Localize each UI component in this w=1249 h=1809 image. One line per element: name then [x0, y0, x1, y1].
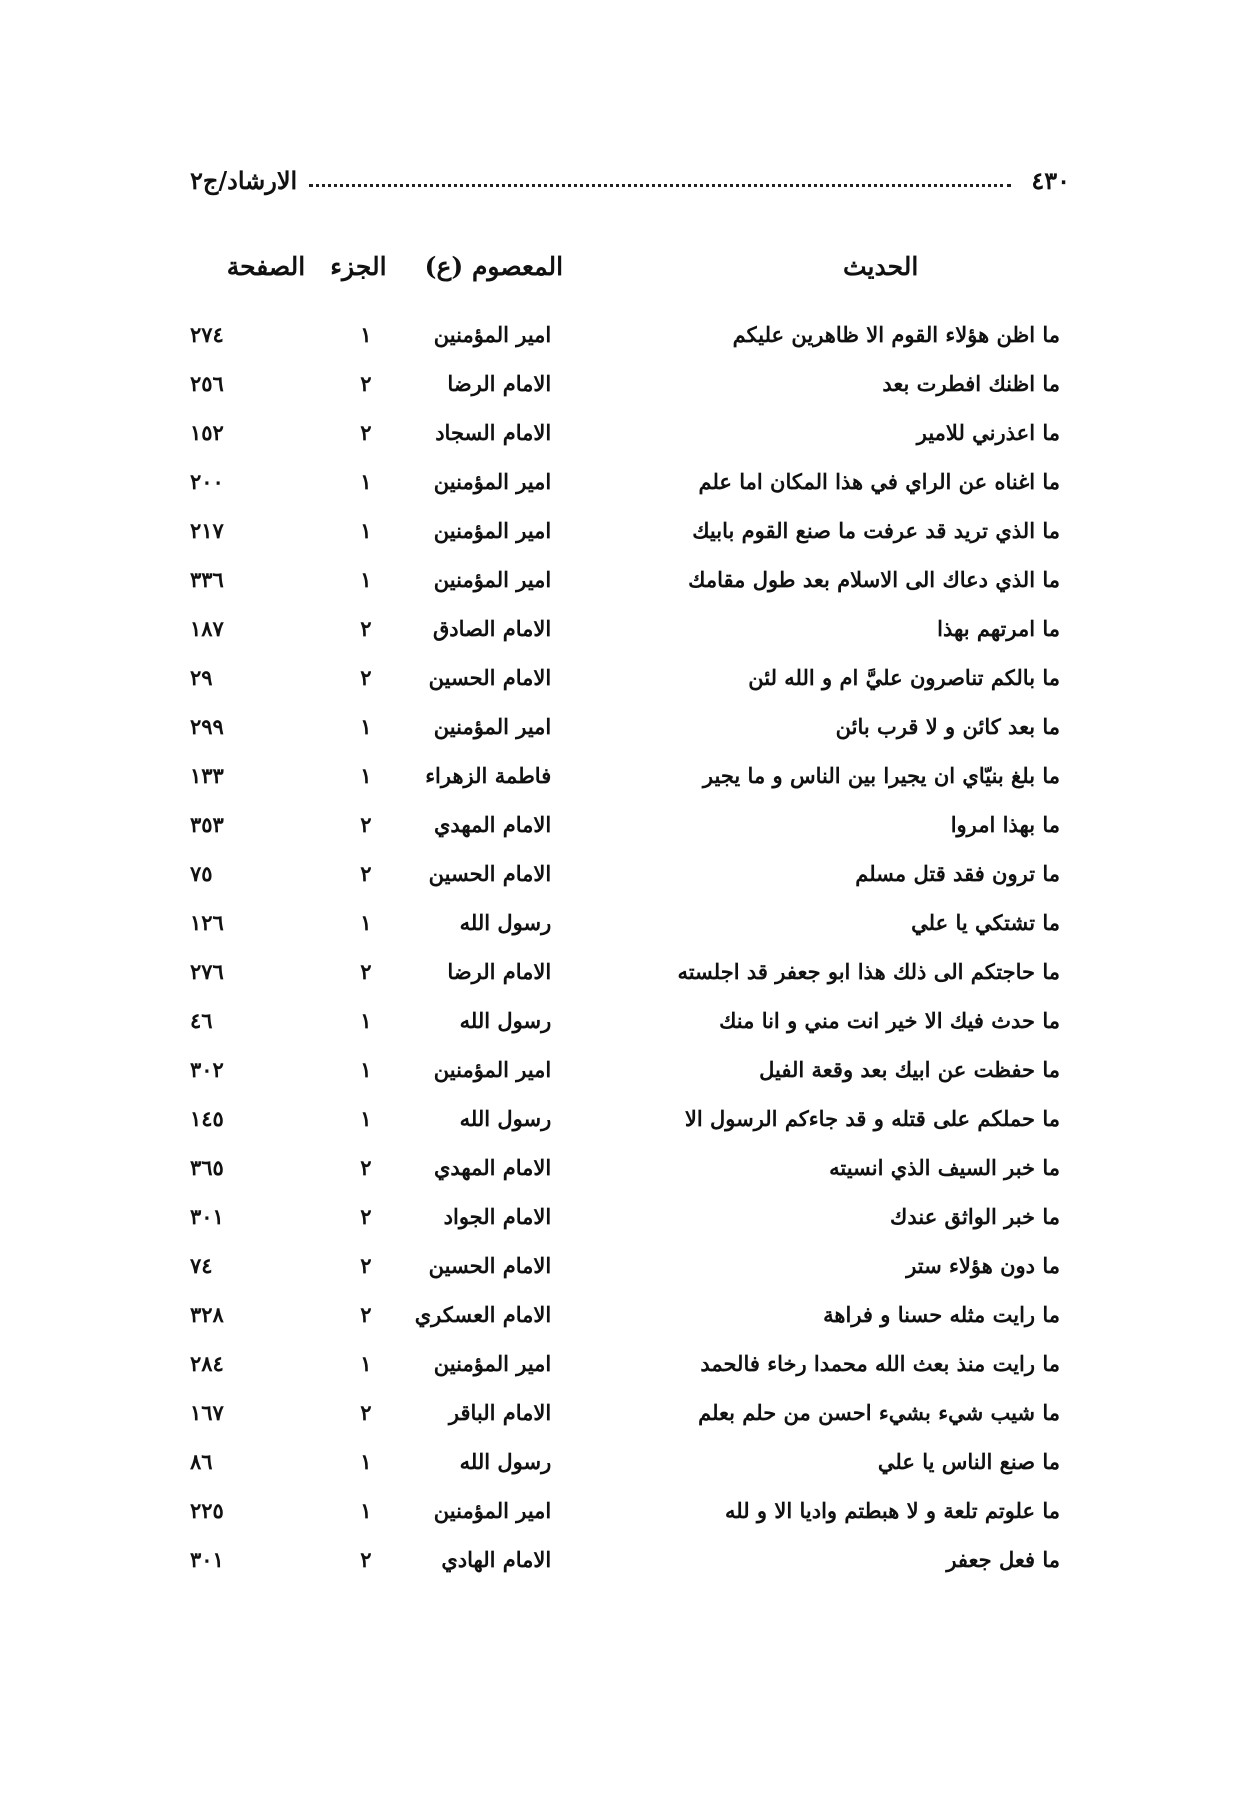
masum-name: الامام الهادي — [441, 1547, 552, 1572]
hadith-text: ما اغناه عن الراي في هذا المكان اما علم — [698, 469, 1060, 494]
masum-name: امير المؤمنين — [433, 469, 552, 494]
table-row — [190, 1045, 1070, 1094]
hadith-text: ما صنع الناس يا علي — [877, 1449, 1060, 1474]
page-number-cell: ٧٥ — [190, 861, 213, 886]
masum-name: امير المؤمنين — [433, 714, 552, 739]
hadith-text: ما حملكم على قتله و قد جاءكم الرسول الا — [684, 1106, 1060, 1131]
page-number-cell: ٤٦ — [190, 1008, 213, 1033]
hadith-text: ما شيب شيء بشيء احسن من حلم بعلم — [698, 1400, 1060, 1425]
hadith-text: ما ترون فقد قتل مسلم — [855, 861, 1060, 886]
juz-number: ٢ — [360, 1253, 372, 1278]
masum-name: امير المؤمنين — [433, 567, 552, 592]
masum-name: امير المؤمنين — [433, 1351, 552, 1376]
table-row — [190, 1241, 1070, 1290]
column-header-page: الصفحة — [226, 251, 306, 281]
page-number-cell: ٢٥٦ — [190, 371, 224, 396]
table-row — [190, 506, 1070, 555]
juz-number: ٢ — [360, 861, 372, 886]
masum-name: الامام العسكري — [414, 1302, 552, 1327]
hadith-text: ما حفظت عن ابيك بعد وقعة الفيل — [759, 1057, 1060, 1082]
header-spacer — [190, 296, 1070, 310]
page-number-cell: ٢٢٥ — [190, 1498, 224, 1523]
page-number-cell: ٣٣٦ — [190, 567, 224, 592]
page-number: ٤٣٠ — [1031, 165, 1070, 195]
table-row — [190, 1143, 1070, 1192]
page-number-cell: ٣٥٣ — [190, 812, 224, 837]
juz-number: ١ — [360, 1498, 372, 1523]
masum-name: رسول الله — [459, 1106, 552, 1131]
table-row — [190, 555, 1070, 604]
page-number-cell: ٨٦ — [190, 1449, 213, 1474]
juz-number: ٢ — [360, 1204, 372, 1229]
table-row — [190, 996, 1070, 1045]
masum-name: الامام الرضا — [447, 959, 552, 984]
page-number-cell: ٢٧٤ — [190, 322, 224, 347]
hadith-text: ما اعذرني للامير — [916, 420, 1060, 445]
juz-number: ٢ — [360, 616, 372, 641]
table-row — [190, 1290, 1070, 1339]
page-number-cell: ١٢٦ — [190, 910, 224, 935]
running-header — [190, 160, 1070, 200]
masum-name: رسول الله — [459, 910, 552, 935]
juz-number: ٢ — [360, 1302, 372, 1327]
juz-number: ١ — [360, 322, 372, 347]
masum-name: رسول الله — [459, 1008, 552, 1033]
hadith-text: ما الذي تريد قد عرفت ما صنع القوم بابيك — [692, 518, 1060, 543]
table-row — [190, 310, 1070, 359]
juz-number: ٢ — [360, 420, 372, 445]
table-row — [190, 604, 1070, 653]
hadith-text: ما علوتم تلعة و لا هبطتم واديا الا و لله — [725, 1498, 1060, 1523]
masum-name: الامام الجواد — [443, 1204, 552, 1229]
page-number-cell: ٢٨٤ — [190, 1351, 224, 1376]
juz-number: ٢ — [360, 1155, 372, 1180]
table-body — [190, 310, 1070, 1584]
table-row — [190, 898, 1070, 947]
page-number-cell: ٢٧٦ — [190, 959, 224, 984]
page-number-cell: ١٨٧ — [190, 616, 224, 641]
page-number-cell: ٢٠٠ — [190, 469, 224, 494]
masum-name: الامام الحسين — [428, 1253, 552, 1278]
juz-number: ١ — [360, 1008, 372, 1033]
juz-number: ١ — [360, 763, 372, 788]
hadith-text: ما حدث فيك الا خير انت مني و انا منك — [719, 1008, 1060, 1033]
table-row — [190, 1192, 1070, 1241]
juz-number: ١ — [360, 1449, 372, 1474]
table-row — [190, 408, 1070, 457]
table-row — [190, 1486, 1070, 1535]
hadith-text: ما خبر السيف الذي انسيته — [829, 1155, 1060, 1180]
page-number-cell: ٢٩٩ — [190, 714, 224, 739]
juz-number: ٢ — [360, 371, 372, 396]
juz-number: ١ — [360, 567, 372, 592]
juz-number: ١ — [360, 714, 372, 739]
page-number-cell: ١٥٢ — [190, 420, 224, 445]
juz-number: ٢ — [360, 1400, 372, 1425]
table-row — [190, 653, 1070, 702]
juz-number: ٢ — [360, 1547, 372, 1572]
juz-number: ٢ — [360, 812, 372, 837]
column-header-juz: الجزء — [330, 251, 387, 281]
masum-name: الامام الباقر — [448, 1400, 552, 1425]
hadith-text: ما الذي دعاك الى الاسلام بعد طول مقامك — [688, 567, 1060, 592]
table-row — [190, 1339, 1070, 1388]
page-number-cell: ٧٤ — [190, 1253, 213, 1278]
hadith-text: ما بعد كائن و لا قرب بائن — [835, 714, 1060, 739]
masum-name: الامام المهدي — [433, 812, 552, 837]
book-title: الارشاد/ج٢ — [190, 165, 298, 195]
hadith-text: ما بهذا امروا — [950, 812, 1060, 837]
table-header-row — [190, 236, 1070, 296]
table-row — [190, 1437, 1070, 1486]
table-row — [190, 1388, 1070, 1437]
juz-number: ١ — [360, 469, 372, 494]
page-number-cell: ٢١٧ — [190, 518, 224, 543]
column-header-masum: المعصوم (ع) — [424, 251, 564, 281]
masum-name: الامام الرضا — [447, 371, 552, 396]
hadith-text: ما بالكم تناصرون عليَّ ام و الله لئن — [748, 665, 1060, 690]
masum-name: امير المؤمنين — [433, 1057, 552, 1082]
page-number-cell: ٣٠١ — [190, 1204, 224, 1229]
table-row — [190, 457, 1070, 506]
hadith-text: ما خبر الواثق عندك — [890, 1204, 1060, 1229]
table-row — [190, 947, 1070, 996]
masum-name: الامام الحسين — [428, 665, 552, 690]
masum-name: امير المؤمنين — [433, 322, 552, 347]
juz-number: ١ — [360, 1351, 372, 1376]
hadith-text: ما اظنك افطرت بعد — [882, 371, 1060, 396]
table-row — [190, 751, 1070, 800]
table-row — [190, 1535, 1070, 1584]
table-row — [190, 849, 1070, 898]
masum-name: رسول الله — [459, 1449, 552, 1474]
hadith-text: ما اظن هؤلاء القوم الا ظاهرين عليكم — [732, 322, 1060, 347]
masum-name: الامام المهدي — [433, 1155, 552, 1180]
masum-name: الامام السجاد — [435, 420, 552, 445]
hadith-text: ما رايت مثله حسنا و فراهة — [823, 1302, 1060, 1327]
juz-number: ١ — [360, 910, 372, 935]
table-row — [190, 800, 1070, 849]
juz-number: ١ — [360, 1057, 372, 1082]
masum-name: فاطمة الزهراء — [425, 763, 552, 788]
juz-number: ١ — [360, 518, 372, 543]
page-number-cell: ١٦٧ — [190, 1400, 224, 1425]
masum-name: امير المؤمنين — [433, 1498, 552, 1523]
hadith-index-table — [190, 236, 1070, 1584]
juz-number: ١ — [360, 1106, 372, 1131]
masum-name: الامام الحسين — [428, 861, 552, 886]
hadith-text: ما فعل جعفر — [946, 1547, 1060, 1572]
juz-number: ٢ — [360, 665, 372, 690]
page-number-cell: ٢٩ — [190, 665, 213, 690]
page-number-cell: ٣٠١ — [190, 1547, 224, 1572]
page-number-cell: ٣٦٥ — [190, 1155, 224, 1180]
table-row — [190, 1094, 1070, 1143]
page-number-cell: ٣٢٨ — [190, 1302, 224, 1327]
page-number-cell: ٣٠٢ — [190, 1057, 224, 1082]
hadith-text: ما امرتهم بهذا — [937, 616, 1060, 641]
leader-dots — [309, 184, 1011, 187]
hadith-text: ما حاجتكم الى ذلك هذا ابو جعفر قد اجلسته — [677, 959, 1060, 984]
masum-name: امير المؤمنين — [433, 518, 552, 543]
page-number-cell: ١٤٥ — [190, 1106, 224, 1131]
page-number-cell: ١٣٣ — [190, 763, 224, 788]
column-header-hadith: الحديث — [842, 251, 919, 281]
hadith-text: ما تشتكي يا علي — [911, 910, 1060, 935]
juz-number: ٢ — [360, 959, 372, 984]
hadith-text: ما رايت منذ بعث الله محمدا رخاء فالحمد — [700, 1351, 1060, 1376]
hadith-text: ما دون هؤلاء ستر — [906, 1253, 1060, 1278]
hadith-text: ما بلغ بنيّاي ان يجيرا بين الناس و ما يجير — [702, 763, 1060, 788]
masum-name: الامام الصادق — [432, 616, 552, 641]
table-row — [190, 359, 1070, 408]
table-row — [190, 702, 1070, 751]
